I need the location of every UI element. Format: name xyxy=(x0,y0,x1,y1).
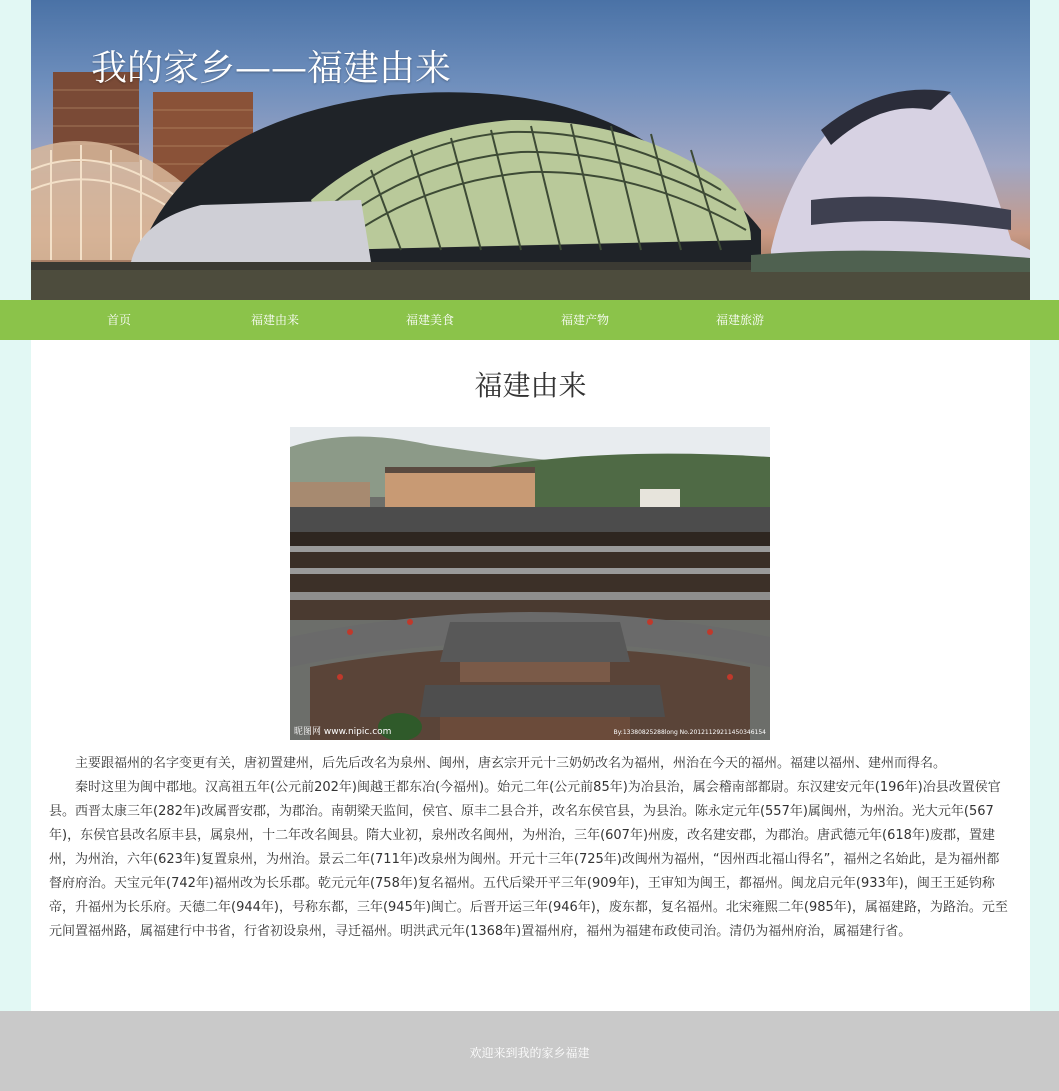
nav-item-travel[interactable]: 福建旅游 xyxy=(716,313,765,327)
article-body xyxy=(49,752,1011,944)
footer xyxy=(0,1011,1059,1091)
page-title: 福建由来 xyxy=(474,369,587,402)
tulou-illustration xyxy=(290,427,770,740)
footer-text: 欢迎来到我的家乡福建 xyxy=(469,1046,590,1060)
main-nav xyxy=(0,300,1059,340)
main-content xyxy=(31,340,1030,1011)
nav-item-products[interactable]: 福建产物 xyxy=(561,313,610,327)
photo-watermark-right: By:13380825288long No.20121129211450346154 xyxy=(613,729,766,736)
header-banner xyxy=(31,0,1030,300)
paragraph-1: 主要跟福州的名字变更有关，唐初置建州，后先后改名为泉州、闽州，唐玄宗开元十三奶奶改名为福州，州治在今天的福州。福建以福州、建州而得名。 xyxy=(75,756,947,771)
nav-item-home[interactable]: 首页 xyxy=(107,313,132,327)
nav-item-origin[interactable]: 福建由来 xyxy=(251,313,300,327)
nav-item-food[interactable]: 福建美食 xyxy=(406,313,455,327)
photo-watermark-left: 昵图网 www.nipic.com xyxy=(294,727,392,737)
tulou-photo xyxy=(290,427,770,740)
banner-title: 我的家乡——福建由来 xyxy=(91,48,452,89)
paragraph-2: 秦时这里为闽中郡地。汉高祖五年(公元前202年)闽越王都东冶(今福州)。始元二年(公元前85年)为冶县治，属会稽南部都尉。东汉建安元年(196年)冶县改置侯官县。西晋太康三年(282年)改属晋安郡，为郡治。南朝梁天监间，侯官、原丰二县合并，改名东侯官县，为县治。陈永定元年(557年)属闽州，为州治。光大元年(567年)，东侯官县改名原丰县，属泉州，十二年改名闽县。隋大业初，泉州改名闽州，为州治，三年(607年)州废，改名建安郡，为郡治。唐武德元年(618年)废郡，置建州，为州治，六年(623年)复置泉州，为州治。景云二年(711年)改泉州为闽州。开元十三年(725年)改闽州为福州，“因州西北福山得名”，福州之名始此，是为福州都督府府治。天宝元年(742年)福州改为长乐郡。乾元元年(758年)复名福州。五代后梁开平三年(909年)，王审知为闽王，都福州。闽龙启元年(933年)，闽王王延钧称帝，升福州为长乐府。天德二年(944年)，号称东都，三年(945年)闽亡。后晋开运三年(946年)，废东都，复名福州。北宋雍熙二年(985年)，属福建路，为路治。元至元间置福州路，属福建行中书省，行省初设泉州，寻迁福州。明洪武元年(1368年)置福州府，福州为福建布政使司治。清仍为福州府治，属福建行省。 xyxy=(49,780,1008,939)
